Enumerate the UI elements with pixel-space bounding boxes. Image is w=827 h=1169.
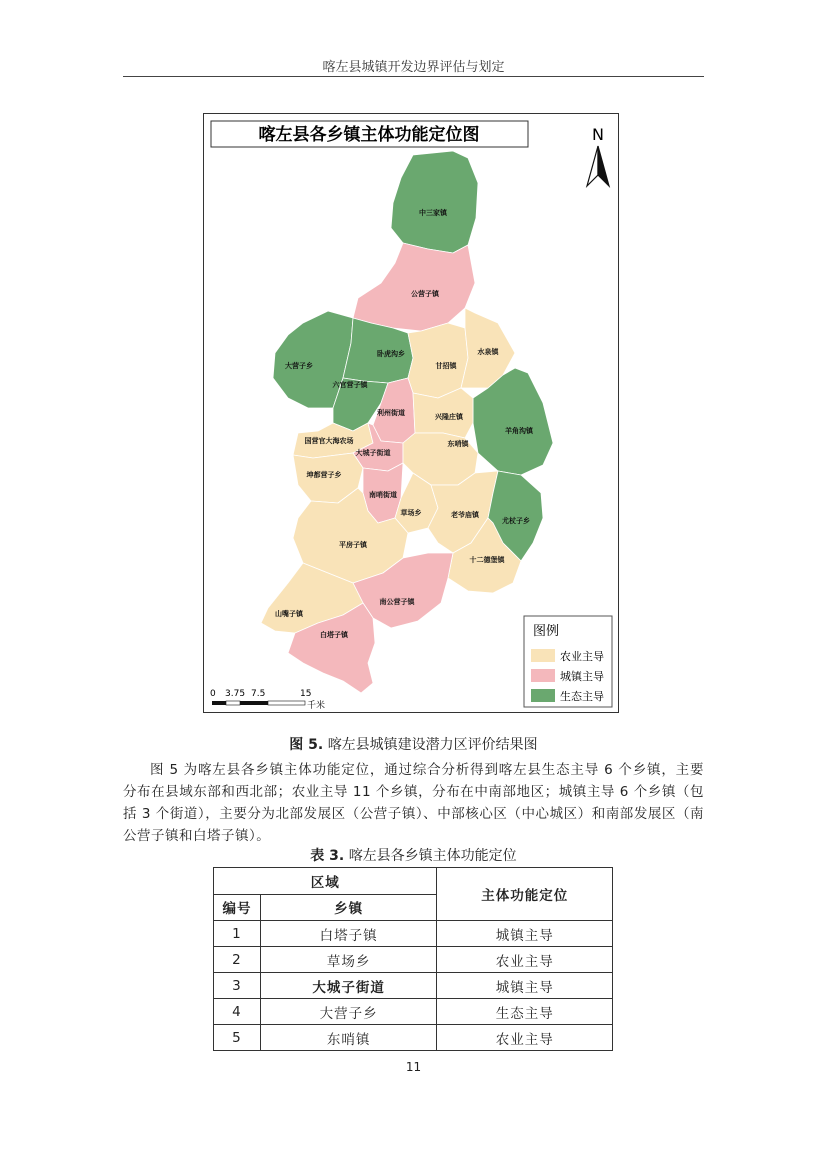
cell-number: 5 <box>214 1025 261 1051</box>
scale-tick-0: 0 <box>210 689 216 699</box>
cell-town: 大城子街道 <box>260 973 437 999</box>
label-laoyemiao: 老爷庙镇 <box>451 511 479 519</box>
scale-unit: 千米 <box>307 701 326 711</box>
cell-function: 农业主导 <box>437 947 613 973</box>
map-title: 喀左县各乡镇主体功能定位图 <box>258 125 480 145</box>
table-caption-text: 喀左县各乡镇主体功能定位 <box>348 848 517 864</box>
label-baitazi: 白塔子镇 <box>320 631 348 639</box>
figure-caption <box>0 734 827 754</box>
label-zhongsanjia: 中三家镇 <box>419 209 447 217</box>
cell-function: 城镇主导 <box>437 921 613 947</box>
label-nangongyingzi: 南公营子镇 <box>379 598 415 606</box>
label-shierdebao: 十二德堡镇 <box>469 556 505 564</box>
label-ganzhao: 甘招镇 <box>435 362 457 370</box>
table-row <box>214 973 613 999</box>
cell-function: 生态主导 <box>437 999 613 1025</box>
region-ganzhao <box>408 323 468 398</box>
label-dongshao: 东哨镇 <box>447 440 469 448</box>
scale-tick-1: 3.75 <box>225 689 246 699</box>
header-divider <box>123 76 704 77</box>
figure-caption-number: 图 5. <box>289 737 324 753</box>
scale-tick-2: 7.5 <box>251 689 266 699</box>
table-row <box>214 999 613 1025</box>
cell-town: 白塔子镇 <box>260 921 437 947</box>
label-shanzuizi: 山嘴子镇 <box>275 610 303 618</box>
cell-town: 东哨镇 <box>260 1025 437 1051</box>
header-function: 主体功能定位 <box>437 868 613 921</box>
cell-number: 2 <box>214 947 261 973</box>
label-youzhangzi: 尤杖子乡 <box>502 517 530 525</box>
label-nanshao: 南哨街道 <box>369 491 397 499</box>
body-paragraph: 图 5 为喀左县各乡镇主体功能定位，通过综合分析得到喀左县生态主导 6 个乡镇，主要分布在县域东部和西北部；农业主导 11 个乡镇，分布在中南部地区；城镇主导 6 个乡镇（包括 3 个街道），主要分为北部发展区（公营子镇）、中部核心区（中心城区）和南部发展区（南公营子镇和白塔子镇）。 <box>123 762 704 844</box>
legend-label-urban: 城镇主导 <box>560 670 604 683</box>
label-guandahai: 国营官大海农场 <box>304 437 354 445</box>
table-row <box>214 1025 613 1051</box>
legend-title: 图例 <box>533 624 560 639</box>
body-paragraph-wrap <box>123 759 704 847</box>
header-region: 区域 <box>214 868 437 895</box>
cell-function: 农业主导 <box>437 1025 613 1051</box>
cell-number: 1 <box>214 921 261 947</box>
scale-tick-3: 15 <box>300 689 312 699</box>
header-town: 乡镇 <box>260 894 437 921</box>
label-shuiquan: 水泉镇 <box>477 348 499 356</box>
table-row <box>214 921 613 947</box>
legend-swatch-urban <box>531 669 555 682</box>
label-wohugou: 卧虎沟乡 <box>377 350 405 358</box>
map-legend <box>524 616 612 707</box>
legend-label-agri: 农业主导 <box>560 650 604 663</box>
label-xinglongzhuang: 兴隆庄镇 <box>435 413 463 421</box>
map-figure <box>203 113 619 713</box>
table-caption-number: 表 3. <box>310 848 345 864</box>
label-kunduyingzi: 坤都营子乡 <box>306 471 342 479</box>
running-header: 喀左县城镇开发边界评估与划定 <box>322 60 505 75</box>
cell-number: 3 <box>214 973 261 999</box>
label-dachengzi: 大城子街道 <box>355 449 391 457</box>
north-label: N <box>592 125 604 144</box>
cell-town: 大营子乡 <box>260 999 437 1025</box>
table-row <box>214 947 613 973</box>
label-pingfangzi: 平房子镇 <box>339 541 367 549</box>
label-lizhou: 利州街道 <box>377 409 405 417</box>
table-caption <box>0 845 827 865</box>
figure-caption-text: 喀左县城镇建设潜力区评价结果图 <box>327 737 538 753</box>
label-dayingzi: 大营子乡 <box>285 362 313 370</box>
legend-swatch-eco <box>531 689 555 702</box>
function-table <box>213 867 613 1051</box>
cell-town: 草场乡 <box>260 947 437 973</box>
cell-number: 4 <box>214 999 261 1025</box>
label-caochang: 草场乡 <box>400 509 422 517</box>
header-number: 编号 <box>214 894 261 921</box>
page-number: 11 <box>405 1060 422 1074</box>
label-liuguanyingzi: 六官营子镇 <box>332 381 368 389</box>
map-svg <box>203 113 619 713</box>
cell-function: 城镇主导 <box>437 973 613 999</box>
legend-swatch-agri <box>531 649 555 662</box>
label-yangjiaogou: 羊角沟镇 <box>505 427 533 435</box>
label-gongyingzi: 公营子镇 <box>411 290 439 298</box>
legend-label-eco: 生态主导 <box>560 690 604 703</box>
